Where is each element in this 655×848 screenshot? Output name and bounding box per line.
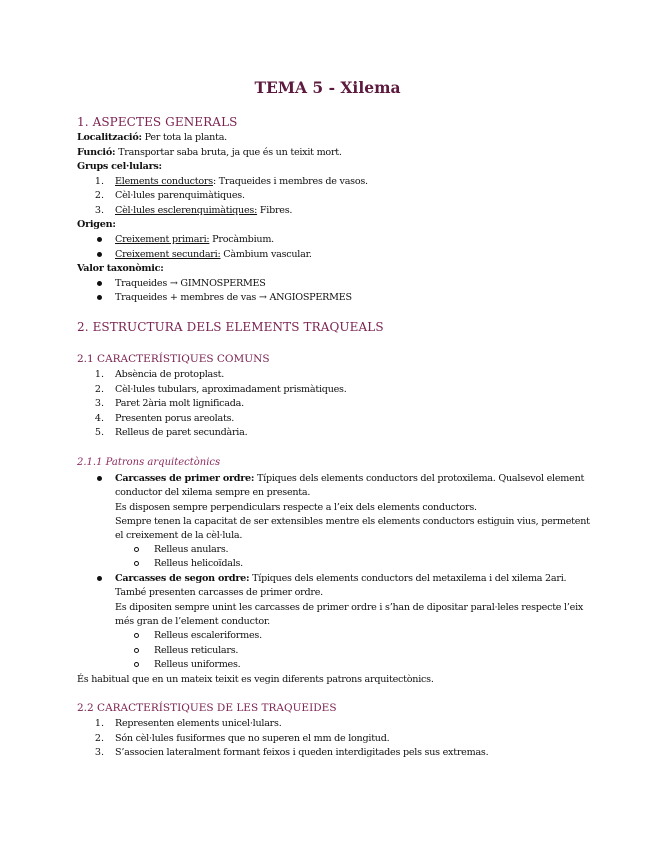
paragraph-line: Sempre tenen la capacitat de ser extensibles mentre els elements conductors estiguin vius, permetent [115,516,590,527]
list-number: 3. [94,398,104,409]
list-number: 3. [94,747,104,758]
list-item: Són cèl·lules fusiformes que no superen el mm de longitud. [115,733,390,744]
origen-name: Creixement primari: [115,234,210,245]
grup-text: Fibres. [257,205,293,216]
list-item: Traqueides + membres de vas → ANGIOSPERMES [115,292,352,303]
list-item: Representen elements unicel·lulars. [115,718,282,729]
list-number: 2. [94,733,104,744]
list-item [115,176,368,188]
paragraph-line: el creixement de la cèl·lula. [115,530,243,541]
bullet-icon [97,295,102,300]
list-number: 5. [94,427,104,438]
paragraph-line: Es disposen sempre perpendiculars respecte a l’eix dels elements conductors. [115,502,477,513]
bullet-icon [97,576,102,581]
funcio-line [77,147,342,159]
list-number: 4. [94,413,104,424]
origen-label: Origen: [77,219,116,230]
origen-name: Creixement secundari: [115,249,221,260]
origen-text: Càmbium vascular. [220,249,312,260]
sub-bullet-icon [134,547,139,552]
page-title: TEMA 5 - Xilema [254,78,401,97]
list-number: 3. [94,205,104,216]
list-item [115,190,245,202]
sub-list-item: Relleus reticulars. [154,645,239,656]
list-item [115,234,274,246]
first-order-label: Carcasses de primer ordre: [115,473,255,484]
grup-text: Cèl·lules parenquimàtiques. [115,190,245,201]
second-order-label: Carcasses de segon ordre: [115,573,250,584]
list-item: Traqueides → GIMNOSPERMES [115,278,266,289]
bullet-icon [97,237,102,242]
paragraph-line: Es dipositen sempre unint les carcasses de primer ordre i s’han de dipositar paral·leles respecte l’eix [115,602,584,613]
sub-list-item: Relleus helicoïdals. [154,558,243,569]
sub-bullet-icon [134,561,139,566]
paragraph-line: També presenten carcasses de primer ordre. [115,587,323,598]
bullet-icon [97,252,102,257]
section-2-1-heading: 2.1 CARACTERÍSTIQUES COMUNS [77,353,270,365]
section-1-heading: 1. ASPECTES GENERALS [77,115,238,129]
first-order-line [115,473,584,485]
section-2-1-1-heading: 2.1.1 Patrons arquitectònics [77,457,221,468]
list-item: Presenten porus areolats. [115,413,235,424]
sub-bullet-icon [134,633,139,638]
list-item: Absència de protoplast. [115,369,225,380]
sub-list-item: Relleus uniformes. [154,659,241,670]
list-number: 1. [94,369,104,380]
list-item: S’associen lateralment formant feixos i queden interdigitades pels sus extremas. [115,747,489,758]
bullet-icon [97,281,102,286]
second-order-line [115,573,566,585]
funcio-label: Funció: [77,147,116,158]
grup-name: Elements conductors [115,176,213,187]
list-item: Cèl·lules tubulars, aproximadament prismàtiques. [115,384,347,395]
list-number: 1. [94,718,104,729]
localitzacio-label: Localització: [77,132,142,143]
first-order-text: Típiques dels elements conductors del protoxilema. Qualsevol element [254,473,585,484]
localitzacio-text: Per tota la planta. [141,132,227,143]
sub-list-item: Relleus escaleriformes. [154,630,262,641]
paragraph-line: més gran de l’element conductor. [115,616,270,627]
grup-text: : Traqueides i membres de vasos. [212,176,368,187]
origen-text: Procàmbium. [209,234,274,245]
sub-list-item: Relleus anulars. [154,544,229,555]
list-number: 2. [94,384,104,395]
second-order-text: Típiques dels elements conductors del metaxilema i del xilema 2ari. [249,573,567,584]
section-2-heading: 2. ESTRUCTURA DELS ELEMENTS TRAQUEALS [77,320,384,334]
funcio-text: Transportar saba bruta, ja que és un teixit mort. [115,147,342,158]
closing-paragraph: És habitual que en un mateix teixit es vegin diferents patrons arquitectònics. [77,674,434,685]
list-item: Paret 2ària molt lignificada. [115,398,244,409]
section-2-2-heading: 2.2 CARACTERÍSTIQUES DE LES TRAQUEIDES [77,702,337,714]
list-item [115,205,292,217]
grup-name: Cèl·lules esclerenquimàtiques: [115,205,258,216]
bullet-icon [97,476,102,481]
list-number: 2. [94,190,104,201]
valor-label: Valor taxonòmic: [77,263,164,274]
list-item [115,249,312,261]
localitzacio-line [77,132,227,144]
sub-bullet-icon [134,648,139,653]
paragraph-line: conductor del xilema sempre en presenta. [115,487,311,498]
list-number: 1. [94,176,104,187]
sub-bullet-icon [134,662,139,667]
grups-label: Grups cel·lulars: [77,161,162,172]
list-item: Relleus de paret secundària. [115,427,248,438]
